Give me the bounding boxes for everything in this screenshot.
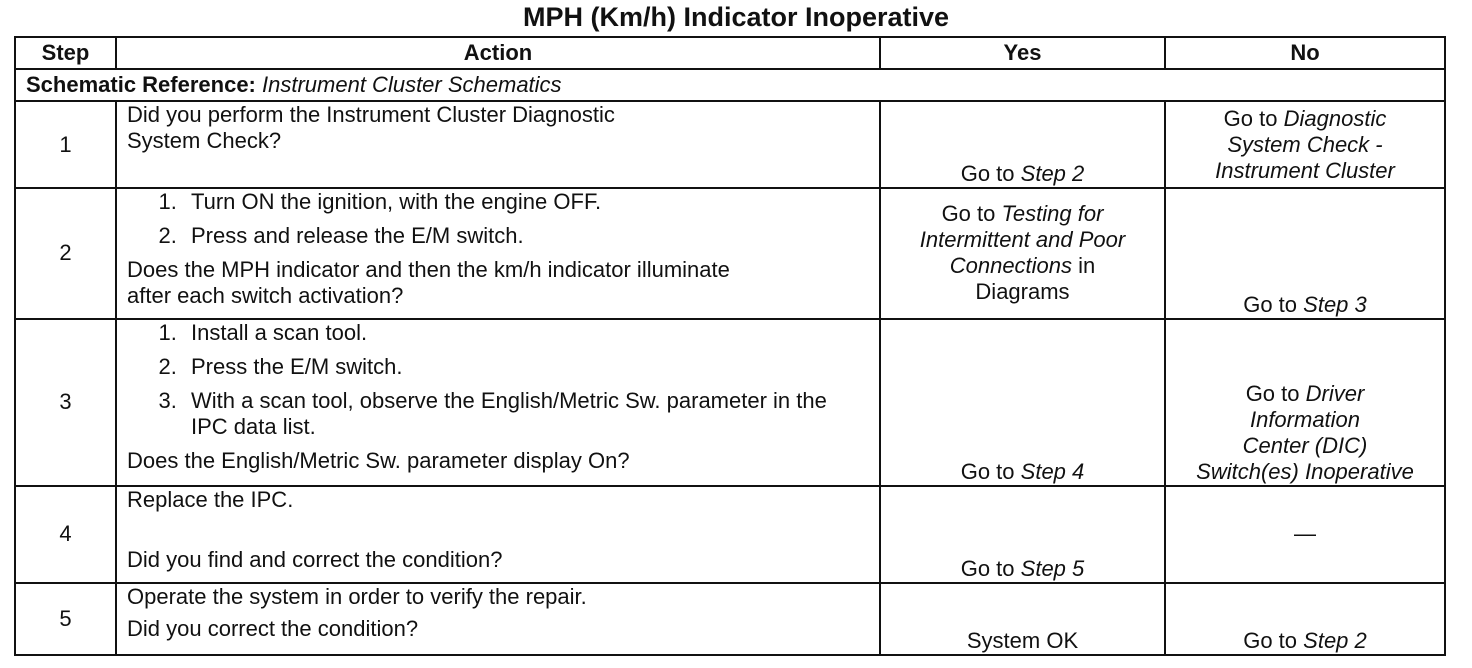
yes-cell (880, 101, 1165, 188)
yes-suffix: Diagrams (975, 279, 1070, 305)
question-text: Did you correct the condition? (127, 615, 419, 641)
table-row (15, 101, 1445, 188)
list-item: 1. Install a scan tool. (183, 320, 869, 346)
schematic-link[interactable]: Instrument Cluster Schematics (262, 72, 562, 98)
yes-link[interactable]: Step 2 (1020, 160, 1085, 186)
table-row (15, 486, 1445, 583)
no-link[interactable]: Driver (1305, 380, 1365, 406)
no-link[interactable]: Diagnostic (1283, 105, 1387, 131)
question-text: after each switch activation? (127, 282, 404, 308)
no-link[interactable]: Switch(es) Inoperative (1196, 458, 1414, 484)
step-number: 1 (15, 101, 116, 188)
no-link[interactable]: Step 2 (1303, 628, 1367, 653)
action-text: Replace the IPC. (127, 486, 294, 512)
yes-link[interactable]: Step 4 (1020, 458, 1085, 484)
action-steps-list (127, 189, 869, 249)
step-number: 5 (15, 583, 116, 656)
action-steps-list (127, 320, 869, 440)
header-no: No (1165, 37, 1445, 69)
page-title: MPH (Km/h) Indicator Inoperative (522, 2, 950, 32)
list-item: 3. With a scan tool, observe the English/Metric Sw. parameter in the IPC data list. (183, 388, 869, 440)
action-cell (116, 319, 880, 486)
table-row (15, 188, 1445, 319)
no-cell (1165, 101, 1445, 188)
yes-prefix: Go to (960, 555, 1015, 581)
yes-link[interactable]: Connections (949, 253, 1073, 279)
header-step: Step (15, 37, 116, 69)
step-number: 4 (15, 486, 116, 583)
action-text: Operate the system in order to verify the repair. (127, 583, 587, 609)
action-text: Did you perform the Instrument Cluster Diagnostic (127, 102, 615, 128)
schematic-label: Schematic Reference: (26, 72, 256, 98)
table-row (15, 583, 1445, 656)
question-text: Does the MPH indicator and then the km/h indicator illuminate (127, 256, 730, 282)
no-cell (1165, 583, 1445, 656)
question-text: Did you find and correct the condition? (127, 546, 503, 572)
schematic-row (15, 69, 1445, 101)
yes-link[interactable]: Step 5 (1020, 555, 1085, 581)
step-number: 3 (15, 319, 116, 486)
action-cell (116, 101, 880, 188)
action-text: System Check? (127, 128, 282, 154)
no-prefix: Go to (1245, 380, 1300, 406)
action-cell (116, 583, 880, 656)
no-link[interactable]: Instrument Cluster (1215, 157, 1395, 183)
yes-prefix: Go to (960, 160, 1015, 186)
header-yes: Yes (880, 37, 1165, 69)
no-cell (1165, 319, 1445, 486)
no-link[interactable]: System Check - (1227, 131, 1383, 157)
yes-suffix: in (1078, 253, 1096, 279)
yes-cell (880, 188, 1165, 319)
yes-cell: System OK (880, 583, 1165, 656)
step-number: 2 (15, 188, 116, 319)
yes-cell (880, 486, 1165, 583)
question-text: Does the English/Metric Sw. parameter display On? (127, 447, 630, 473)
no-link[interactable]: Information (1249, 406, 1361, 432)
diagnostic-table (14, 36, 1446, 656)
no-cell: — (1165, 486, 1445, 583)
no-cell (1165, 188, 1445, 319)
yes-cell (880, 319, 1165, 486)
yes-prefix: Go to (941, 201, 996, 227)
no-prefix: Go to (1243, 291, 1298, 317)
yes-link[interactable]: Intermittent and Poor (919, 227, 1126, 253)
list-item: 2. Press the E/M switch. (183, 354, 869, 380)
list-item: 2. Press and release the E/M switch. (183, 223, 869, 249)
no-link[interactable]: Center (DIC) (1242, 432, 1368, 458)
list-item: 1. Turn ON the ignition, with the engine OFF. (183, 189, 869, 215)
header-row (15, 37, 1445, 69)
action-cell (116, 188, 880, 319)
schematic-reference (15, 69, 1445, 101)
table-row (15, 319, 1445, 486)
no-prefix: Go to (1223, 105, 1278, 131)
action-cell (116, 486, 880, 583)
no-prefix: Go to (1243, 628, 1298, 653)
yes-link[interactable]: Testing for (1001, 201, 1104, 227)
yes-prefix: Go to (960, 458, 1015, 484)
header-action: Action (116, 37, 880, 69)
no-link[interactable]: Step 3 (1303, 291, 1367, 317)
